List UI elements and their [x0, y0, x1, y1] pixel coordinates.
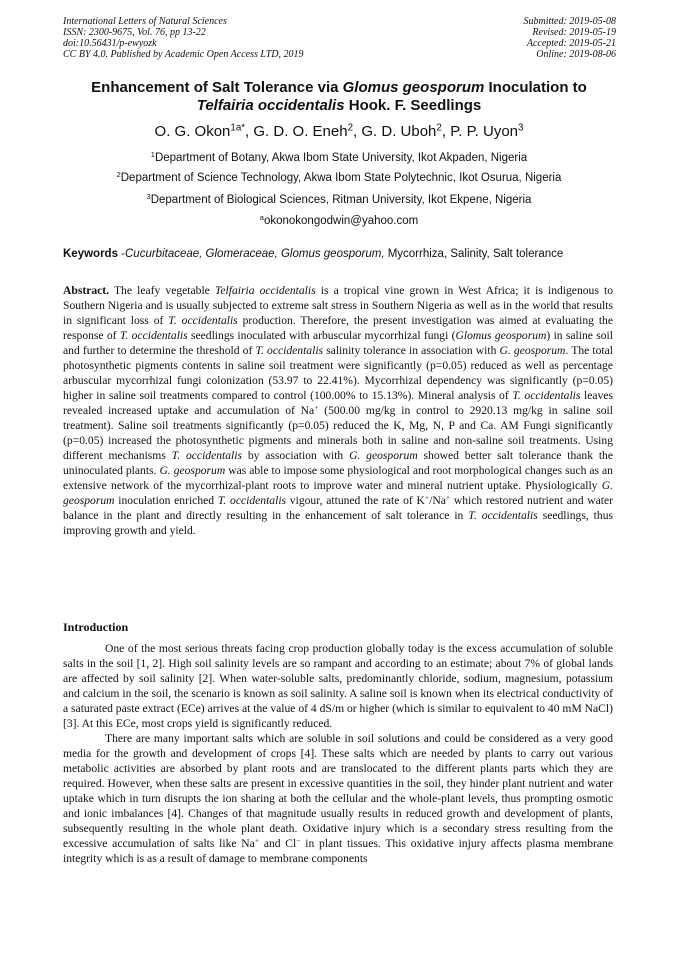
affiliation-text: Department of Botany, Akwa Ibom State University, Ikot Akpaden, Nigeria — [154, 152, 528, 164]
submitted-date: Submitted: 2019-05-08 — [523, 16, 616, 27]
title-text: Inoculation to — [484, 79, 587, 96]
journal-name: International Letters of Natural Sciences — [63, 16, 227, 27]
affiliation-sup: 3 — [146, 191, 151, 201]
keywords-rest: Mycorrhiza, Salinity, Salt tolerance — [384, 248, 564, 260]
keywords-italic: Cucurbitaceae, Glomeraceae, Glomus geosporum, — [125, 248, 385, 260]
author-sup: 1a* — [230, 122, 246, 134]
author-sup: 2 — [436, 122, 442, 134]
author-name: G. D. Uboh — [361, 123, 437, 140]
intro-paragraph-1: One of the most serious threats facing crop production globally today is the excess accumulation of soluble salts in the soil [1, 2]. High soil salinity levels are so rampant and according to an estimate; about 7% of global lands are affected by soil salinity [2]. When water-soluble salts, predominantly chloride, sodium, magnesium, potassium and calcium in the soil, the scenario is known as soil salinity. A saline soil is known when its electrical conductivity of a saturated paste extract (ECe) arrives at the value of 4 dS/m or higher (which is similar to equivalent to 40 mM NaCl) [3]. At this ECe, most crops yield is significantly reduced. — [63, 642, 613, 730]
author-sup: 3 — [518, 122, 524, 134]
title-species: Telfairia occidentalis — [196, 97, 345, 114]
online-date: Online: 2019-08-06 — [536, 49, 616, 60]
email-sup: a — [259, 212, 264, 222]
author-list: O. G. Okon$^{1a*}$, G. D. O. Eneh$^2$, G. D. Uboh$^2$, P. P. Uyon$^3$ — [154, 122, 524, 140]
journal-header-left — [63, 16, 304, 60]
affiliation-text: Department of Biological Sciences, Ritman University, Ikot Ekpene, Nigeria — [150, 194, 532, 206]
affiliation-3 — [40, 193, 638, 207]
author-email — [40, 214, 638, 228]
revised-date: Revised: 2019-05-19 — [532, 27, 616, 38]
abstract-label: Abstract. — [63, 284, 110, 297]
doi-line: doi:10.56431/p-ewyozk — [63, 38, 157, 49]
affiliation-sup: 2 — [116, 169, 121, 179]
author-sup: 2 — [347, 122, 354, 134]
title-text: Hook. F. Seedlings — [344, 97, 482, 114]
author-name: P. P. Uyon — [450, 123, 519, 140]
keywords-dash: - — [117, 248, 125, 260]
author-name: G. D. O. Eneh — [253, 123, 348, 140]
introduction-heading: Introduction — [63, 620, 129, 634]
introduction-body — [63, 641, 613, 866]
affiliation-1 — [40, 151, 638, 165]
title-species: Glomus geosporum — [342, 79, 485, 96]
affiliation-text: Department of Science Technology, Akwa Ibom State Polytechnic, Ikot Osurua, Nigeria — [120, 172, 562, 184]
keywords-line — [63, 247, 563, 261]
accepted-date: Accepted: 2019-05-21 — [526, 38, 616, 49]
affiliation-2 — [40, 171, 638, 185]
journal-header-right — [524, 16, 617, 60]
keywords-label: Keywords — [63, 248, 118, 260]
abstract-paragraph: Abstract. The leafy vegetable Telfairia occidentalis is a tropical vine grown in West Africa; it is indigenous to Southern Nigeria and is usually subjected to extreme salt stress in Southern Nigeria as well as in the world that results in significant loss of T. occidentalis production. Therefore, the present investigation was aimed at evaluating the response of T. occidentalis seedlings inoculated with arbuscular mycorrhizal fungi (Glomus geosporum) in saline soil and further to determine the threshold of T. occidentalis salinity tolerance in association with G. geosporum. The total photosynthetic pigments contents in saline soil treatment were significantly (p=0.05) reduced as well as percentage arbuscular mycorrhizal fungi colonization (53.97 to 22.41%). Mycorrhizal dependency was significantly (p=0.05) higher in saline soil treatments compared to control (100.00% to 15.13%). Mineral analysis of T. occidentalis leaves revealed increased uptake and accumulation of Na+ (500.00 mg/kg in control to 2920.13 mg/kg in saline soil treatment). Saline soil treatments significantly (p=0.05) reduced the K, Mg, N, P and Ca. AM Fungi significantly (p=0.05) increased the photosynthetic pigments and minerals both in saline and non-saline soil treatments. Using different mechanisms T. occidentalis by association with G. geosporum showed better salt tolerance thank the uninoculated plants. G. geosporum was able to impose some physiological and root morphological changes such as an extensive network of the mycorrhizal-plant roots to improve water and mineral nutrient uptake. Physiologically G. geosporum inoculation enriched T. occidentalis vigour, attuned the rate of K+/Na+ which restored nutrient and water balance in the plant and directly resulting in the enhancement of salt tolerance in T. occidentalis seedlings, thus improving growth and yield. — [63, 284, 614, 537]
author-name: O. G. Okon — [154, 123, 231, 140]
title-text: Enhancement of Salt Tolerance via — [91, 79, 343, 96]
intro-paragraph-2: There are many important salts which are soluble in soil solutions and could be considered as a very good media for the growth and development of crops [4]. These salts which are needed by plants to carry out various metabolic activities are absorbed by plant roots and are translocated to the different plants parts which they are required. However, when these salts are present in excessive quantities in the soil, they hinder plant nutrient and water uptake which in turn disrupts the ion sharing at both the cellular and the whole-plant levels, thus prompting osmotic and ionic imbalances [4]. Changes of that magnitude usually results in reduced growth and development of plants, subsequently resulting in the whole plant death. Oxidative injury which is a secondary stress resulting from the excessive accumulation of salts like Na+ and Cl− in plant tissues. This oxidative injury affects plasma membrane integrity which is as a result of damage to membrane components — [63, 732, 613, 865]
affiliation-sup: 1 — [150, 149, 155, 159]
email-text: okonokongodwin@yahoo.com — [263, 215, 419, 227]
issn-line: ISSN: 2300-9675, Vol. 76, pp 13-22 — [63, 27, 206, 38]
license-line: CC BY 4.0. Published by Academic Open Access LTD, 2019 — [63, 49, 304, 60]
paper-title — [50, 79, 628, 115]
